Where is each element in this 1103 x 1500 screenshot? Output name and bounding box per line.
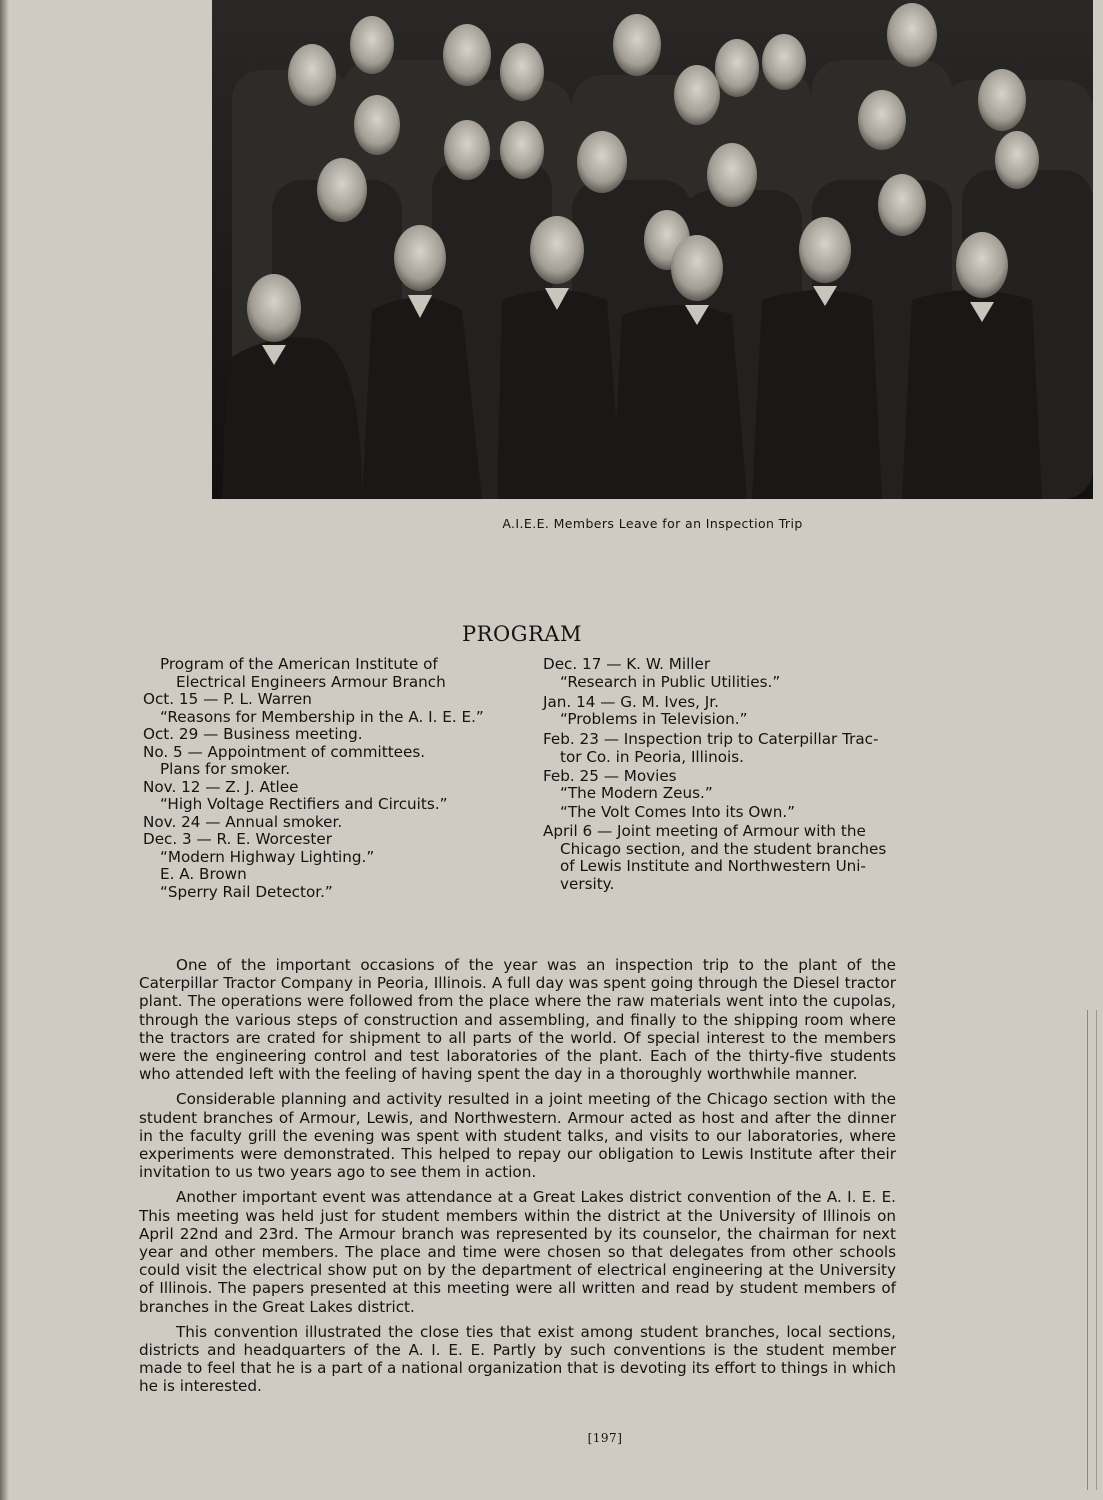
article-body: [139, 956, 896, 1403]
program-line: “Reasons for Membership in the A. I. E. E.”: [160, 707, 484, 726]
program-line: Feb. 23 — Inspection trip to Caterpillar Trac-: [543, 730, 879, 748]
program-line: No. 5 — Appointment of committees.: [143, 742, 426, 761]
program-line: E. A. Brown: [160, 865, 247, 883]
program-line: Oct. 29 — Business meeting.: [143, 725, 363, 743]
program-line: of Lewis Institute and Northwestern Uni-: [560, 857, 867, 875]
program-line: Jan. 14 — G. M. Ives, Jr.: [543, 692, 719, 711]
program-line: Program of the American Institute of: [160, 655, 438, 673]
page-binding-edge: [0, 0, 9, 1500]
program-right-column: [543, 656, 913, 893]
program-line: “High Voltage Rectifiers and Circuits.”: [160, 795, 448, 813]
program-heading: PROGRAM: [462, 622, 582, 646]
program-line: Feb. 25 — Movies: [543, 766, 677, 785]
program-line: “The Modern Zeus.”: [560, 784, 713, 802]
article-paragraph: This convention illustrated the close ties that exist among student branches, local sections, districts and headquarters of the A. I. E. E. Partly by such conventions is the student member made to feel that he is a part of a national organization that is devoting its effort to things in which he is interested.: [139, 1322, 896, 1396]
program-line: Dec. 17 — K. W. Miller: [543, 655, 711, 673]
program-left-column: [143, 656, 523, 901]
photo-caption: A.I.E.E. Members Leave for an Inspection Trip: [502, 516, 803, 531]
program-line: versity.: [560, 874, 615, 893]
group-photograph: [212, 0, 1093, 499]
program-line: April 6 — Joint meeting of Armour with the: [543, 822, 866, 840]
program-line: Nov. 24 — Annual smoker.: [143, 812, 343, 831]
article-paragraph: One of the important occasions of the year was an inspection trip to the plant of the Caterpillar Tractor Company in Peoria, Illinois. A full day was spent going through the Diesel tractor plant. The operations were followed from the place where the raw materials went into the cupolas, through the various steps of construction and assembling, and finally to the shipping room where the tractors are crated for shipment to all parts of the world. Of special interest to the members were the engineering control and test laboratories of the plant. Each of the thirty-five students who attended left with the feeling of having spent the day in a thoroughly worthwhile manner.: [139, 956, 896, 1084]
program-line: tor Co. in Peoria, Illinois.: [560, 747, 744, 766]
program-line: “Research in Public Utilities.”: [560, 672, 781, 691]
program-line: Chicago section, and the student branches: [560, 839, 887, 858]
program-line: “Sperry Rail Detector.”: [160, 882, 333, 901]
article-paragraph: Considerable planning and activity resulted in a joint meeting of the Chicago section with the student branches of Armour, Lewis, and Northwestern. Armour acted as host and after the dinner in the faculty grill the evening was spent with student talks, and visits to our laboratories, where experiments were demonstrated. This helped to repay our obligation to Lewis Institute after their invitation to us two years ago to see them in action.: [139, 1090, 896, 1182]
program-line: Electrical Engineers Armour Branch: [176, 672, 446, 691]
article-paragraph: Another important event was attendance at a Great Lakes district convention of the A. I. E. E. This meeting was held just for student members within the district at the University of Illinois on April 22nd and 23rd. The Armour branch was represented by its counselor, the chairman for next year and other members. The place and time were chosen so that delegates from other schools could visit the electrical show put on by the department of electrical engineering at the University of Illinois. The papers presented at this meeting were all written and read by student members of branches in the Great Lakes district.: [139, 1188, 896, 1316]
program-line: “The Volt Comes Into its Own.”: [560, 803, 796, 821]
page-stack-edge: [1087, 1010, 1097, 1490]
program-line: Plans for smoker.: [160, 760, 291, 778]
program-line: “Problems in Television.”: [560, 710, 748, 728]
page-number: [197]: [587, 1431, 623, 1445]
program-line: Nov. 12 — Z. J. Atlee: [143, 777, 299, 796]
program-line: Oct. 15 — P. L. Warren: [143, 690, 312, 708]
program-line: Dec. 3 — R. E. Worcester: [143, 830, 332, 848]
program-line: “Modern Highway Lighting.”: [160, 847, 375, 866]
